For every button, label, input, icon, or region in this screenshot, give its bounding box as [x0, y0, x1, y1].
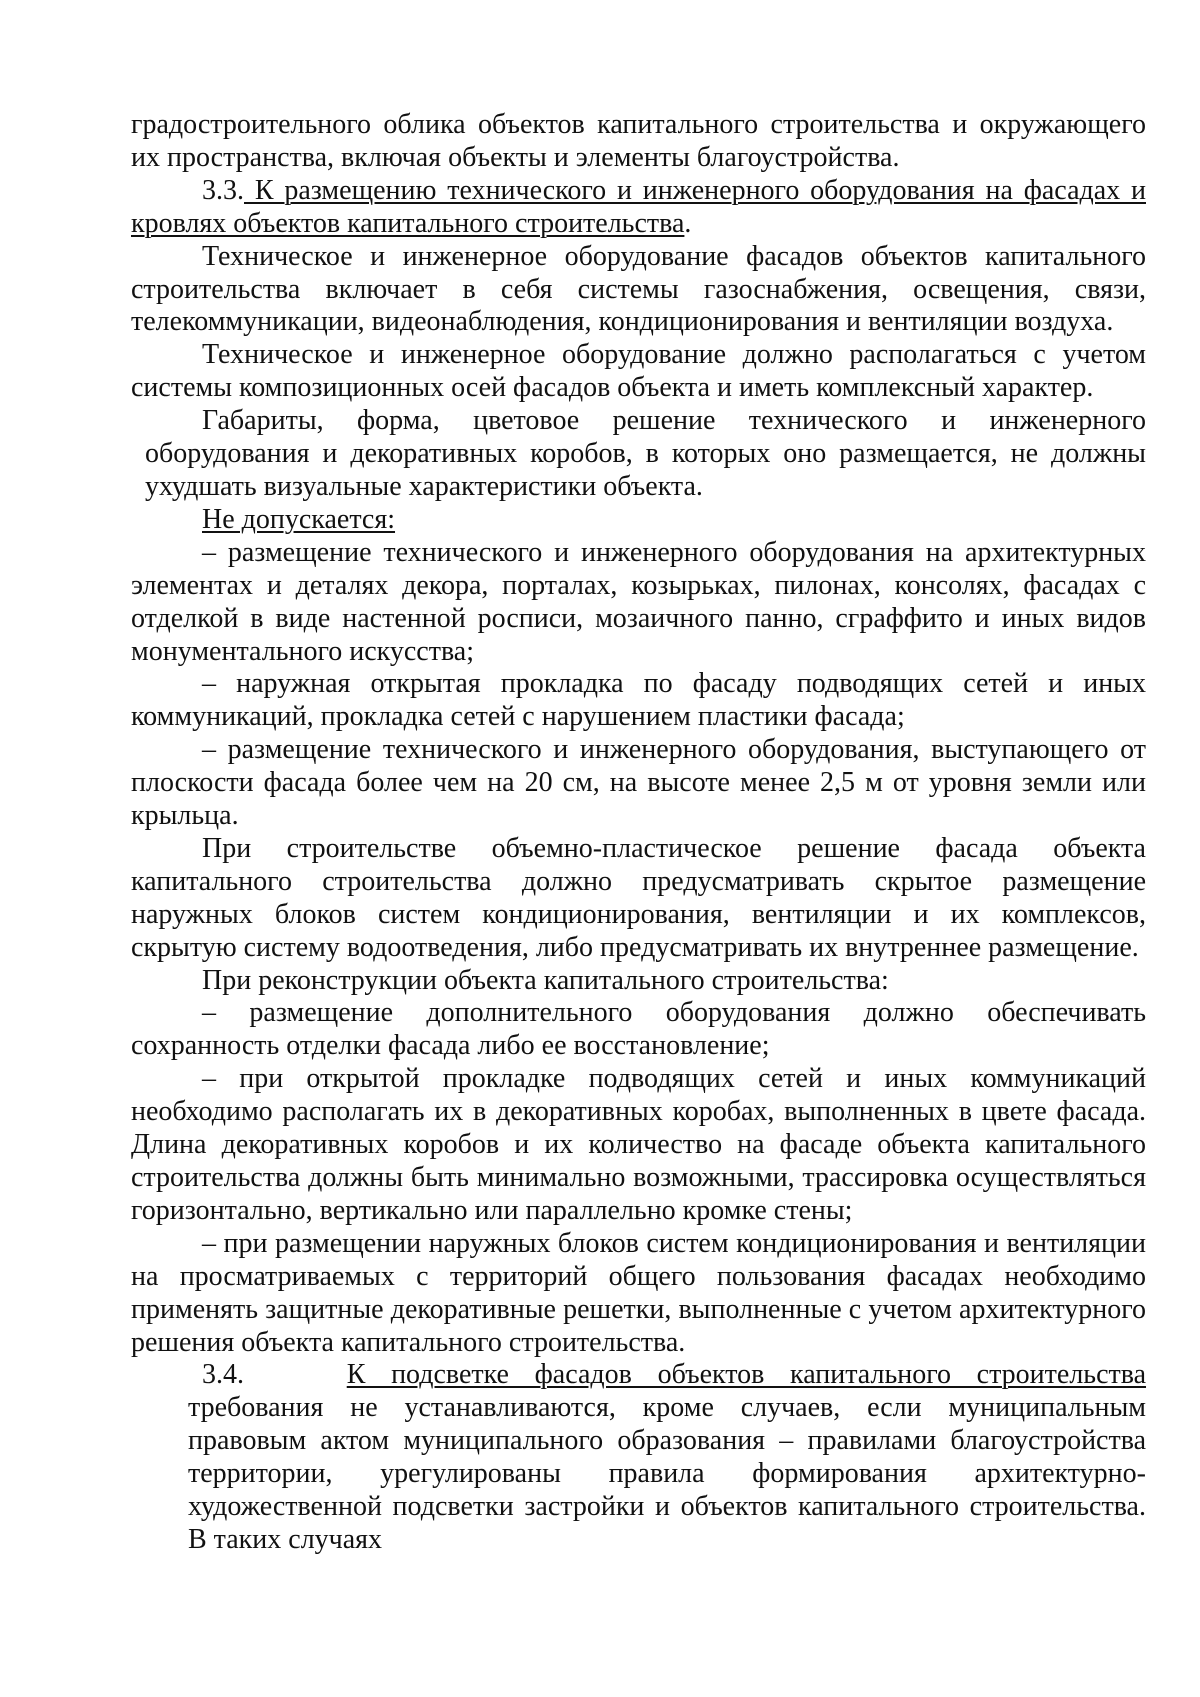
- paragraph-reconstruction: При реконструкции объекта капитального строительства:: [202, 964, 889, 996]
- list-item-protective-grilles: – при размещении наружных блоков систем кондиционирования и вентиляции на просматриваемых с территорий общего пользования фасадах необходимо применять защитные декоративные решетки, выполненные с учетом архитектурного решения объекта капитального строительства.: [131, 1227, 1146, 1358]
- section-3-4-title: К подсветке фасадов объектов капитального строительства: [346, 1359, 1147, 1391]
- list-item-decorative-boxes: – при открытой прокладке подводящих сетей и иных коммуникаций необходимо располагать их в декоративных коробах, выполненных в цвете фасада. Длина декоративных коробов и их количество на фасаде объекта капитального строительства должны быть минимально возможными, трассировка осуществляться горизонтально, вертикально или параллельно кромке стены;: [131, 1063, 1146, 1226]
- paragraph-equipment-composition: Техническое и инженерное оборудование фасадов объектов капитального строительства включает в себя системы газоснабжения, освещения, связи, телекоммуникации, видеонаблюдения, кондиционирования и вентиляции воздуха.: [131, 240, 1146, 338]
- not-allowed-heading: [131, 504, 1146, 537]
- list-item-architectural-elements: – размещение технического и инженерного оборудования на архитектурных элементах и деталях декора, порталах, козырьках, пилонах, консолях, фасадах с отделкой в виде настенной росписи, мозаичного панно, сграффито и иных видов монументального искусства;: [131, 536, 1146, 667]
- document-body: [131, 109, 1146, 1557]
- list-item-additional-equipment: – размещение дополнительного оборудования должно обеспечивать сохранность отделки фасада либо ее восстановление;: [131, 997, 1146, 1062]
- paragraph-dimensions: Габариты, форма, цветовое решение технического и инженерного оборудования и декоративных коробов, в которых оно размещается, не должны ухудшать визуальные характеристики объекта.: [145, 405, 1146, 502]
- paragraph-intro-continuation: градостроительного облика объектов капитального строительства и окружающего их пространства, включая объекты и элементы благоустройства.: [131, 109, 1146, 173]
- paragraph-equipment-placement: Техническое и инженерное оборудование должно располагаться с учетом системы композиционных осей фасадов объекта и иметь комплексный характер.: [131, 339, 1146, 404]
- list-item-protruding-equipment: – размещение технического и инженерного оборудования, выступающего от плоскости фасада более чем на 20 см, на высоте менее 2,5 м от уровня земли или крыльца.: [131, 734, 1146, 832]
- section-3-3-title: К размещению технического и инженерного оборудования на фасадах и кровлях объектов капитального строительства: [131, 174, 1146, 239]
- paragraph-lighting-requirements: [131, 1392, 1146, 1557]
- paragraph-construction: При строительстве объемно-пластическое решение фасада объекта капитального строительства должно предусматривать скрытое размещение наружных блоков систем кондиционирования, вентиляции и их комплексов, скрытую систему водоотведения, либо предусматривать их внутреннее размещение.: [131, 832, 1146, 963]
- not-allowed-label: Не допускается:: [202, 503, 396, 535]
- lighting-requirements-text: требования не устанавливаются, кроме случаев, если муниципальным правовым актом муниципального образования – правилами благоустройства территории, урегулированы правила формирования архитектурно-художественной подсветки застройки и объектов капитального строительства. В таких случаях: [188, 1392, 1146, 1555]
- section-3-3-number: 3.3.: [202, 174, 244, 206]
- list-item-open-wiring: – наружная открытая прокладка по фасаду подводящих сетей и иных коммуникаций, прокладка сетей с нарушением пластики фасада;: [131, 668, 1146, 733]
- section-3-3-period: .: [684, 207, 692, 239]
- section-3-4-number: 3.4.: [202, 1359, 244, 1391]
- section-3-3-heading: [131, 175, 1146, 241]
- section-3-4-heading: [131, 1359, 1146, 1392]
